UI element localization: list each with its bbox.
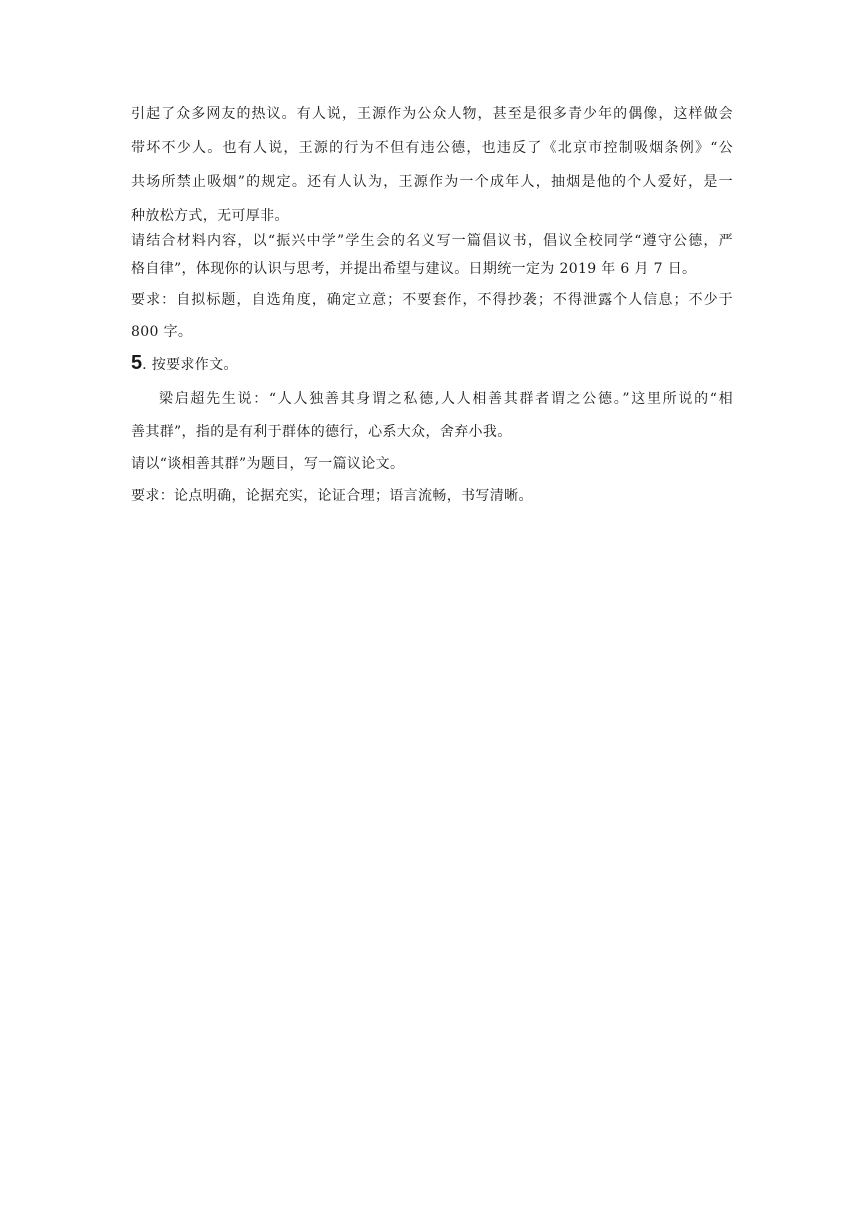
passage-line: 带坏不少人。也有人说，王源的行为不但有违公德，也违反了《北京市控制吸烟条例》“公	[131, 140, 733, 156]
quote-line: 梁启超先生说：“人人独善其身谓之私德,人人相善其群者谓之公德。”这里所说的“相	[159, 391, 733, 407]
quote-line: 善其群”，指的是有利于群体的德行，心系大众，舍弃小我。	[131, 424, 512, 440]
task-line: 请以“谈相善其群”为题目，写一篇议论文。	[131, 456, 405, 472]
requirement-line: 800 字。	[131, 324, 193, 340]
question-number: 5	[131, 352, 143, 374]
question-title: . 按要求作文。	[142, 357, 238, 373]
document-content	[131, 104, 733, 506]
requirement-line: 要求：自拟标题，自选角度，确定立意；不要套作，不得抄袭；不得泄露个人信息；不少于	[131, 292, 733, 308]
question-5	[131, 353, 733, 506]
task-line: 请结合材料内容，以“振兴中学”学生会的名义写一篇倡议书，倡议全校同学“遵守公德，严	[131, 233, 733, 249]
passage-line: 共场所禁止吸烟”的规定。还有人认为，王源作为一个成年人，抽烟是他的个人爱好，是一	[131, 174, 733, 190]
requirement-line: 要求：论点明确，论据充实，论证合理；语言流畅，书写清晰。	[131, 488, 533, 504]
passage-continuation	[131, 104, 733, 226]
question-4-instructions	[131, 231, 733, 342]
passage-line: 引起了众多网友的热议。有人说，王源作为公众人物，甚至是很多青少年的偶像，这样做会	[131, 106, 733, 122]
question-header	[131, 353, 733, 375]
task-line: 格自律”，体现你的认识与思考，并提出希望与建议。日期统一定为 2019 年 6 月 7 日。	[131, 261, 697, 277]
passage-line: 种放松方式，无可厚非。	[131, 208, 289, 224]
